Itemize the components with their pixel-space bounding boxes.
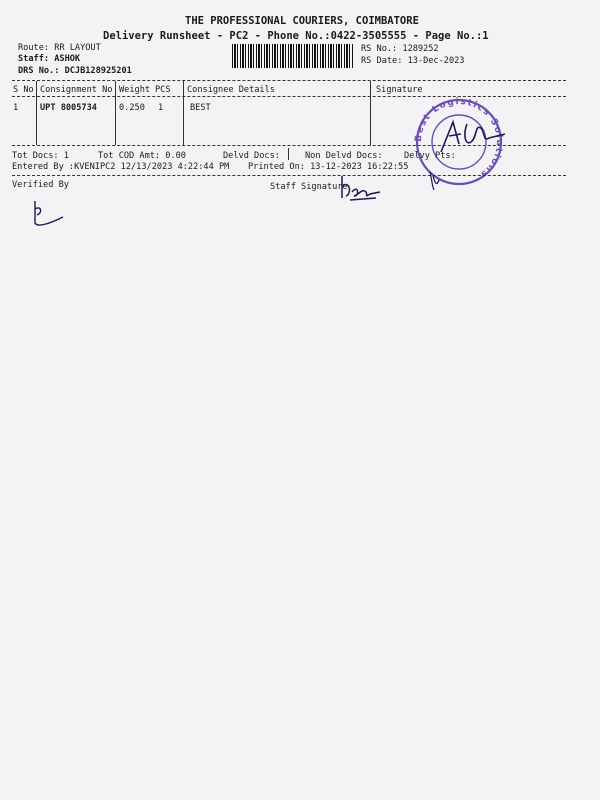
col-header-weight: Weight: [119, 85, 151, 95]
total-docs: Tot Docs: 1: [12, 151, 69, 161]
table-divider: [36, 81, 37, 145]
stamp-text: Best Logistics Solutions: [413, 96, 505, 180]
pen-mark: [420, 168, 450, 198]
verified-by-label: Verified By: [12, 180, 69, 190]
cell-sno: 1: [13, 103, 19, 113]
printed-on: Printed On: 13-12-2023 16:22:55: [248, 162, 409, 172]
table-top-rule: [12, 80, 566, 81]
cell-pcs: 1: [158, 103, 164, 113]
col-header-consignee: Consignee Details: [187, 85, 275, 95]
table-divider: [370, 81, 371, 145]
route-label: Route: RR LAYOUT: [18, 43, 101, 53]
cell-weight: 0.250: [119, 103, 145, 113]
col-header-sno: S No: [13, 85, 34, 95]
delivered-docs: Delvd Docs:: [223, 151, 280, 161]
cell-consignee: BEST: [190, 103, 211, 113]
barcode-image: [232, 44, 354, 68]
table-divider: [115, 81, 116, 145]
col-header-signature: Signature: [376, 85, 423, 95]
staff-signature-label: Staff Signature: [270, 182, 348, 192]
delivery-points: Delvy Pts:: [404, 151, 456, 161]
staff-signature-scribble: [336, 172, 386, 212]
col-header-pcs: PCS: [155, 85, 171, 95]
cell-consignment: UPT 8005734: [40, 103, 97, 113]
totals-bottom-rule: [12, 175, 566, 176]
total-cod: Tot COD Amt: 0.00: [98, 151, 186, 161]
non-delivered-docs: Non Delvd Docs:: [305, 151, 383, 161]
verifier-signature: [25, 195, 85, 235]
drs-number: DRS No.: DCJB128925201: [18, 66, 132, 76]
rs-number: RS No.: 1289252: [361, 44, 439, 54]
runsheet-subtitle: Delivery Runsheet - PC2 - Phone No.:0422-3505555 - Page No.:1: [103, 30, 489, 42]
totals-divider: [288, 148, 289, 160]
staff-label: Staff: ASHOK: [18, 54, 81, 64]
entered-by: Entered By :KVENIPC2 12/13/2023 4:22:44 PM: [12, 162, 230, 172]
company-title: THE PROFESSIONAL COURIERS, COIMBATORE: [185, 15, 419, 27]
table-divider: [183, 81, 184, 145]
rs-date: RS Date: 13-Dec-2023: [361, 56, 465, 66]
col-header-consignment: Consignment No: [40, 85, 113, 95]
